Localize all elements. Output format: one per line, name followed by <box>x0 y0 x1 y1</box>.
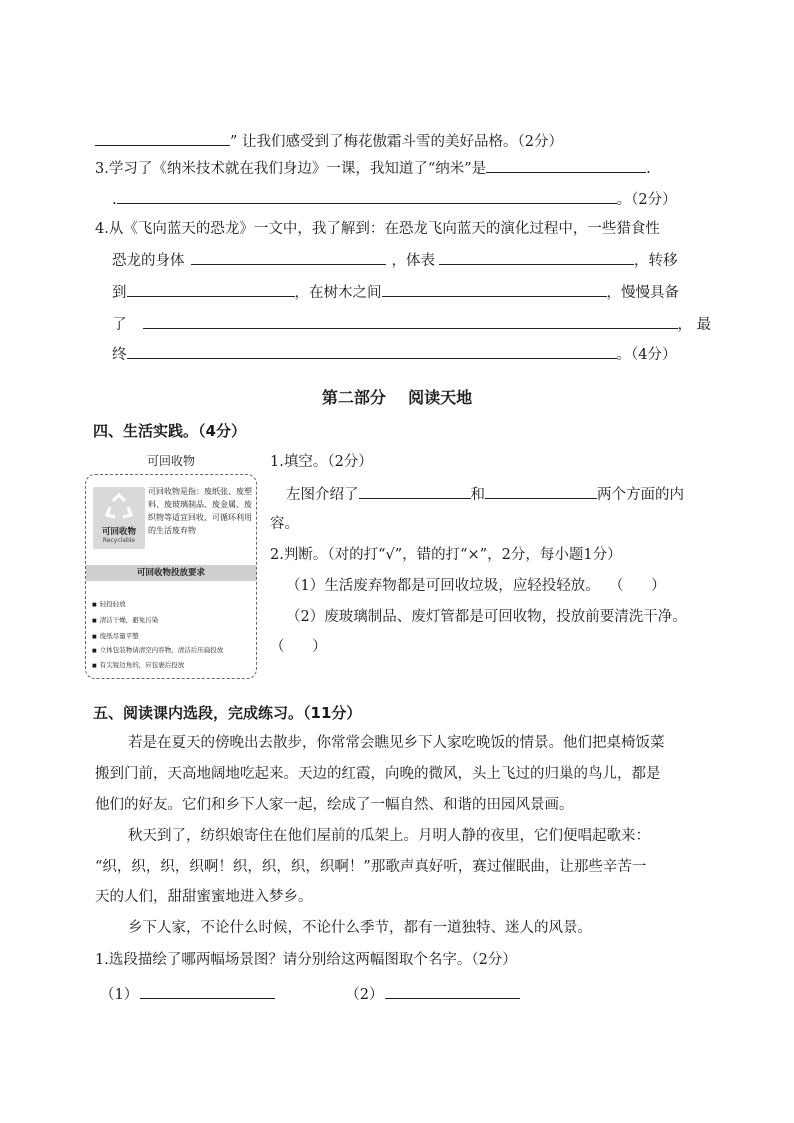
requirement-item: ■ 轻投轻放 <box>92 599 126 608</box>
q2-end-line: ” 让我们感受到了梅花傲霜斗雪的美好品格。（2分） <box>95 130 563 152</box>
requirement-item: ■ 有尖锐边角的，应包裹后投放 <box>92 660 184 669</box>
answer-blank[interactable] <box>191 249 386 265</box>
s4-q2: 2.判断。（对的打“√”，错的打“×”，2分，每小题1分） <box>270 547 622 563</box>
section-five-heading: 五、阅读课内选段，完成练习。（11分） <box>93 704 362 722</box>
s4-q2-2: （2）废玻璃制品、废灯管都是可回收物，投放前要清洗干净。 <box>286 609 687 625</box>
logo-label: 可回收物 <box>101 527 136 537</box>
s5-q1: 1.选段描绘了哪两幅场景图？请分别给这两幅图取个名字。（2分） <box>95 952 517 968</box>
answer-blank[interactable] <box>485 483 597 499</box>
answer-blank[interactable] <box>117 188 617 204</box>
s4-q1-fill-end: 容。 <box>270 516 299 532</box>
answer-blank[interactable] <box>127 281 295 297</box>
answer-blank[interactable] <box>95 130 230 146</box>
logo-sub: Recyclable <box>102 537 136 544</box>
section-four-heading: 四、生活实践。（4分） <box>93 422 246 440</box>
passage-line: 天的人们，甜甜蜜蜜地进入梦乡。 <box>95 889 313 905</box>
q3-continuation: . 。（2分） <box>112 188 677 210</box>
recycle-card-title: 可回收物 <box>146 454 195 468</box>
passage-line: “织，织，织，织啊！织，织，织，织啊！”那歌声真好听，赛过催眠曲，让那些辛苦一 <box>95 859 647 875</box>
passage-line: 秋天到了，纺织娘寄住在他们屋前的瓜架上。月明人静的夜里，它们便唱起歌来： <box>128 828 650 844</box>
recycle-icon <box>103 493 135 523</box>
answer-blank[interactable] <box>140 983 275 999</box>
answer-blank[interactable] <box>382 281 607 297</box>
q3-line: 3.学习了《纳米技术就在我们身边》一课，我知道了“纳米”是 . <box>95 157 651 179</box>
answer-blank[interactable] <box>359 483 471 499</box>
card-requirements-bar: 可回收物投放要求 <box>86 565 256 581</box>
s4-q1-fill: 左图介绍了 和 两个方面的内 <box>286 483 684 505</box>
recycle-info-card <box>85 474 257 679</box>
s4-q2-1: （1）生活废弃物都是可回收垃圾，应轻投轻放。 （ ） <box>286 578 666 594</box>
q4-line1: 4.从《飞向蓝天的恐龙》一文中，我了解到：在恐龙飞向蓝天的演化过程中，一些猎食性 <box>95 221 660 237</box>
q4-line4: 了 ， 最 <box>112 313 711 335</box>
passage-line: 搬到门前，天高地阔地吃起来。天边的红霞，向晚的微风，头上飞过的归巢的鸟儿，都是 <box>95 766 661 782</box>
s4-q1: 1.填空。（2分） <box>270 454 373 470</box>
passage-line: 若是在夏天的傍晚出去散步，你常常会瞧见乡下人家吃晚饭的情景。他们把桌椅饭菜 <box>128 735 665 751</box>
q4-line3: 到 ，在树木之间 ，慢慢具备 <box>112 281 679 303</box>
q4-line5: 终 。（4分） <box>112 343 676 365</box>
answer-blank[interactable] <box>127 343 617 359</box>
s5-q1-answers: （1） （2） <box>100 983 520 1005</box>
answer-blank[interactable] <box>439 249 634 265</box>
requirement-item: ■ 废纸尽量平整 <box>92 631 139 640</box>
answer-blank[interactable] <box>143 313 678 329</box>
recycle-logo <box>93 487 145 549</box>
answer-blank[interactable] <box>385 983 520 999</box>
requirement-item: ■ 清洁干燥，避免污染 <box>92 615 158 624</box>
card-description: 可回收物是指：废纸张、废塑料、废玻璃制品、废金属、废织物等适宜回收、可循环利用的生活废弃物 <box>148 487 252 535</box>
part-two-title: 第二部分 阅读天地 <box>321 388 473 407</box>
answer-blank[interactable] <box>486 157 646 173</box>
requirement-item: ■ 立体包装物请清空内容物，清洁后压扁投放 <box>92 645 223 654</box>
passage-line: 乡下人家，不论什么时候，不论什么季节，都有一道独特、迷人的风景。 <box>128 920 592 936</box>
s4-q2-2-paren: （ ） <box>270 639 327 655</box>
passage-line: 他们的好友。它们和乡下人家一起，绘成了一幅自然、和谐的田园风景画。 <box>95 797 574 813</box>
q4-line2: 恐龙的身体 ，体表 ，转移 <box>112 249 678 271</box>
